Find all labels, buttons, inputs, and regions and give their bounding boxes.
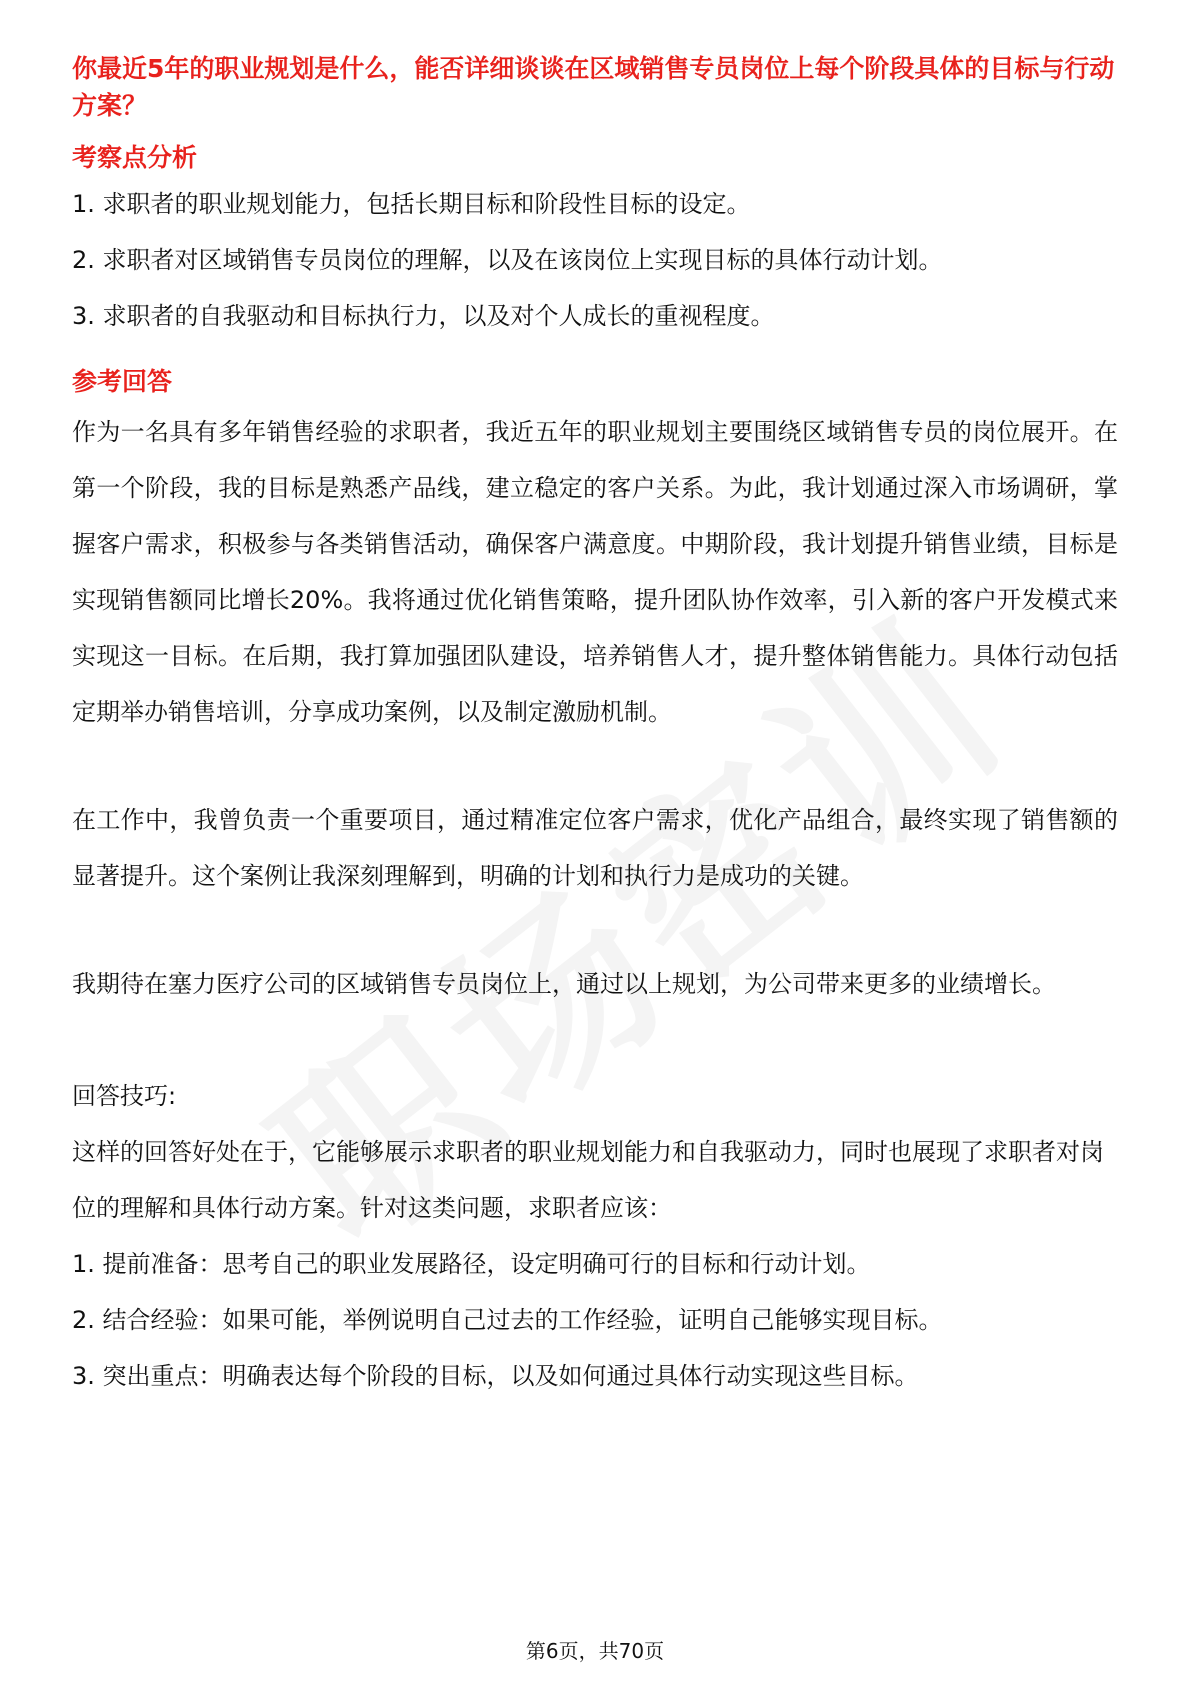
analysis-title: 考察点分析 [72,143,198,172]
answer-title: 参考回答 [72,367,173,396]
tip-item-2: 2. 结合经验：如果可能，举例说明自己过去的工作经验，证明自己能够实现目标。 [72,1306,943,1334]
question-heading: 你最近5年的职业规划是什么，能否详细谈谈在区域销售专员岗位上每个阶段具体的目标与行动方案？ [72,54,1115,120]
answer-paragraph-2: 在工作中，我曾负责一个重要项目，通过精准定位客户需求，优化产品组合，最终实现了销售额的显著提升。这个案例让我深刻理解到，明确的计划和执行力是成功的关键。 [72,806,1118,890]
tips-title: 回答技巧: [72,1082,177,1110]
answer-paragraph-1: 作为一名具有多年销售经验的求职者，我近五年的职业规划主要围绕区域销售专员的岗位展开。在第一个阶段，我的目标是熟悉产品线，建立稳定的客户关系。为此，我计划通过深入市场调研，掌握客户需求，积极参与各类销售活动，确保客户满意度。中期阶段，我计划提升销售业绩，目标是实现销售额同比增长20%。我将通过优化销售策略，提升团队协作效率，引入新的客户开发模式来实现这一目标。在后期，我打算加强团队建设，培养销售人才，提升整体销售能力。具体行动包括定期举办销售培训，分享成功案例，以及制定激励机制。 [72,418,1118,726]
analysis-item-2: 2. 求职者对区域销售专员岗位的理解，以及在该岗位上实现目标的具体行动计划。 [72,246,943,274]
analysis-item-1: 1. 求职者的职业规划能力，包括长期目标和阶段性目标的设定。 [72,190,751,218]
tips-intro: 这样的回答好处在于，它能够展示求职者的职业规划能力和自我驱动力，同时也展现了求职者对岗位的理解和具体行动方案。针对这类问题，求职者应该： [72,1138,1104,1222]
answer-paragraph-3: 我期待在塞力医疗公司的区域销售专员岗位上，通过以上规划，为公司带来更多的业绩增长。 [72,970,1056,998]
tip-item-1: 1. 提前准备：思考自己的职业发展路径，设定明确可行的目标和行动计划。 [72,1250,871,1278]
page-number-footer: 第6页，共70页 [525,1639,665,1663]
page-content [72,50,1118,1394]
tip-item-3: 3. 突出重点：明确表达每个阶段的目标，以及如何通过具体行动实现这些目标。 [72,1362,919,1390]
analysis-item-3: 3. 求职者的自我驱动和目标执行力，以及对个人成长的重视程度。 [72,302,775,330]
